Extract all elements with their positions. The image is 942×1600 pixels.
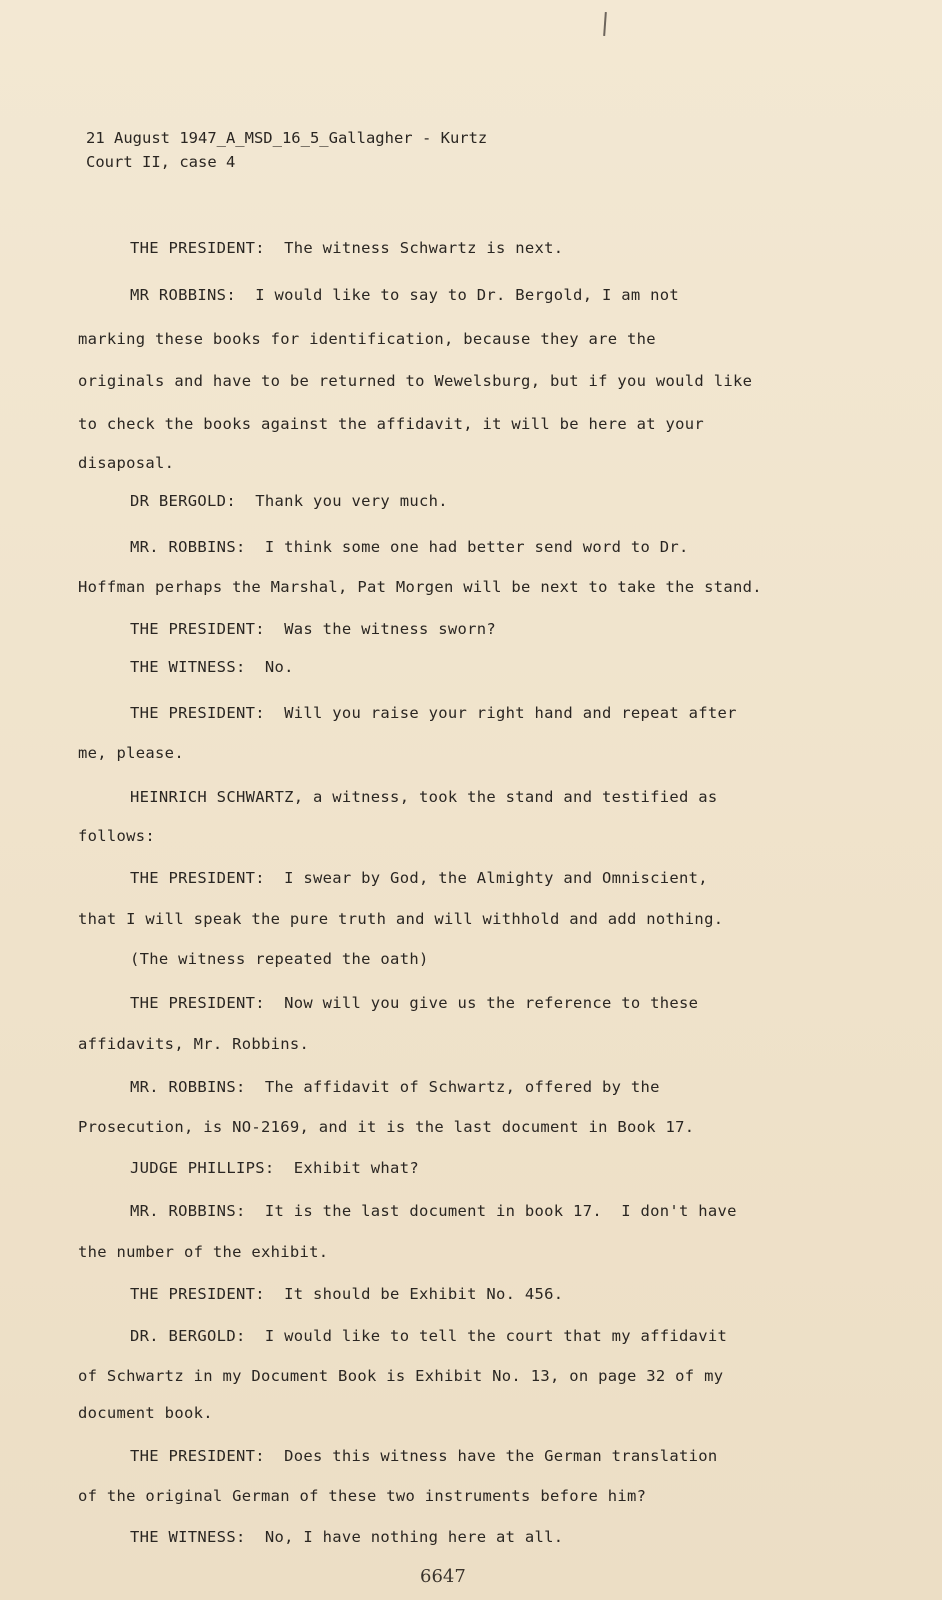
transcript-line: THE PRESIDENT: It should be Exhibit No. 456. (130, 1285, 564, 1303)
transcript-line: JUDGE PHILLIPS: Exhibit what? (130, 1159, 419, 1177)
transcript-line: MR. ROBBINS: I think some one had better send word to Dr. (130, 538, 689, 556)
transcript-line: disaposal. (78, 454, 175, 472)
transcript-line: DR BERGOLD: Thank you very much. (130, 492, 448, 510)
transcript-line: MR. ROBBINS: It is the last document in book 17. I don't have (130, 1202, 737, 1220)
transcript-line: that I will speak the pure truth and will withhold and add nothing. (78, 910, 724, 928)
page-number: 6647 (420, 1566, 466, 1587)
transcript-line: the number of the exhibit. (78, 1243, 329, 1261)
transcript-line: affidavits, Mr. Robbins. (78, 1035, 310, 1053)
transcript-line: MR. ROBBINS: The affidavit of Schwartz, offered by the (130, 1078, 660, 1096)
transcript-line: THE PRESIDENT: Does this witness have the German translation (130, 1447, 718, 1465)
transcript-line: THE WITNESS: No, I have nothing here at all. (130, 1528, 564, 1546)
transcript-line: THE WITNESS: No. (130, 658, 294, 676)
transcript-line: THE PRESIDENT: Will you raise your right hand and repeat after (130, 704, 737, 722)
transcript-line: to check the books against the affidavit, it will be here at your (78, 415, 705, 433)
transcript-line: marking these books for identification, because they are the (78, 330, 656, 348)
transcript-line: THE PRESIDENT: Was the witness sworn? (130, 620, 497, 638)
transcript-line: Hoffman perhaps the Marshal, Pat Morgen will be next to take the stand. (78, 578, 762, 596)
transcript-line: THE PRESIDENT: I swear by God, the Almighty and Omniscient, (130, 869, 708, 887)
transcript-line: MR ROBBINS: I would like to say to Dr. Bergold, I am not (130, 286, 680, 304)
document-header (86, 126, 487, 174)
header-court-line: Court II, case 4 (86, 153, 236, 171)
pencil-mark (603, 12, 607, 36)
transcript-line: THE PRESIDENT: The witness Schwartz is next. (130, 239, 564, 257)
transcript-line: (The witness repeated the oath) (130, 950, 429, 968)
transcript-line: THE PRESIDENT: Now will you give us the reference to these (130, 994, 699, 1012)
transcript-line: originals and have to be returned to Wewelsburg, but if you would like (78, 372, 753, 390)
transcript-line: HEINRICH SCHWARTZ, a witness, took the stand and testified as (130, 788, 718, 806)
transcript-line: Prosecution, is NO-2169, and it is the last document in Book 17. (78, 1118, 695, 1136)
header-date-line: 21 August 1947_A_MSD_16_5_Gallagher - Kurtz (86, 129, 488, 147)
transcript-line: DR. BERGOLD: I would like to tell the court that my affidavit (130, 1327, 728, 1345)
transcript-line: me, please. (78, 744, 184, 762)
transcript-line: of Schwartz in my Document Book is Exhibit No. 13, on page 32 of my (78, 1367, 724, 1385)
transcript-line: document book. (78, 1404, 213, 1422)
transcript-line: follows: (78, 827, 156, 845)
transcript-line: of the original German of these two instruments before him? (78, 1487, 647, 1505)
